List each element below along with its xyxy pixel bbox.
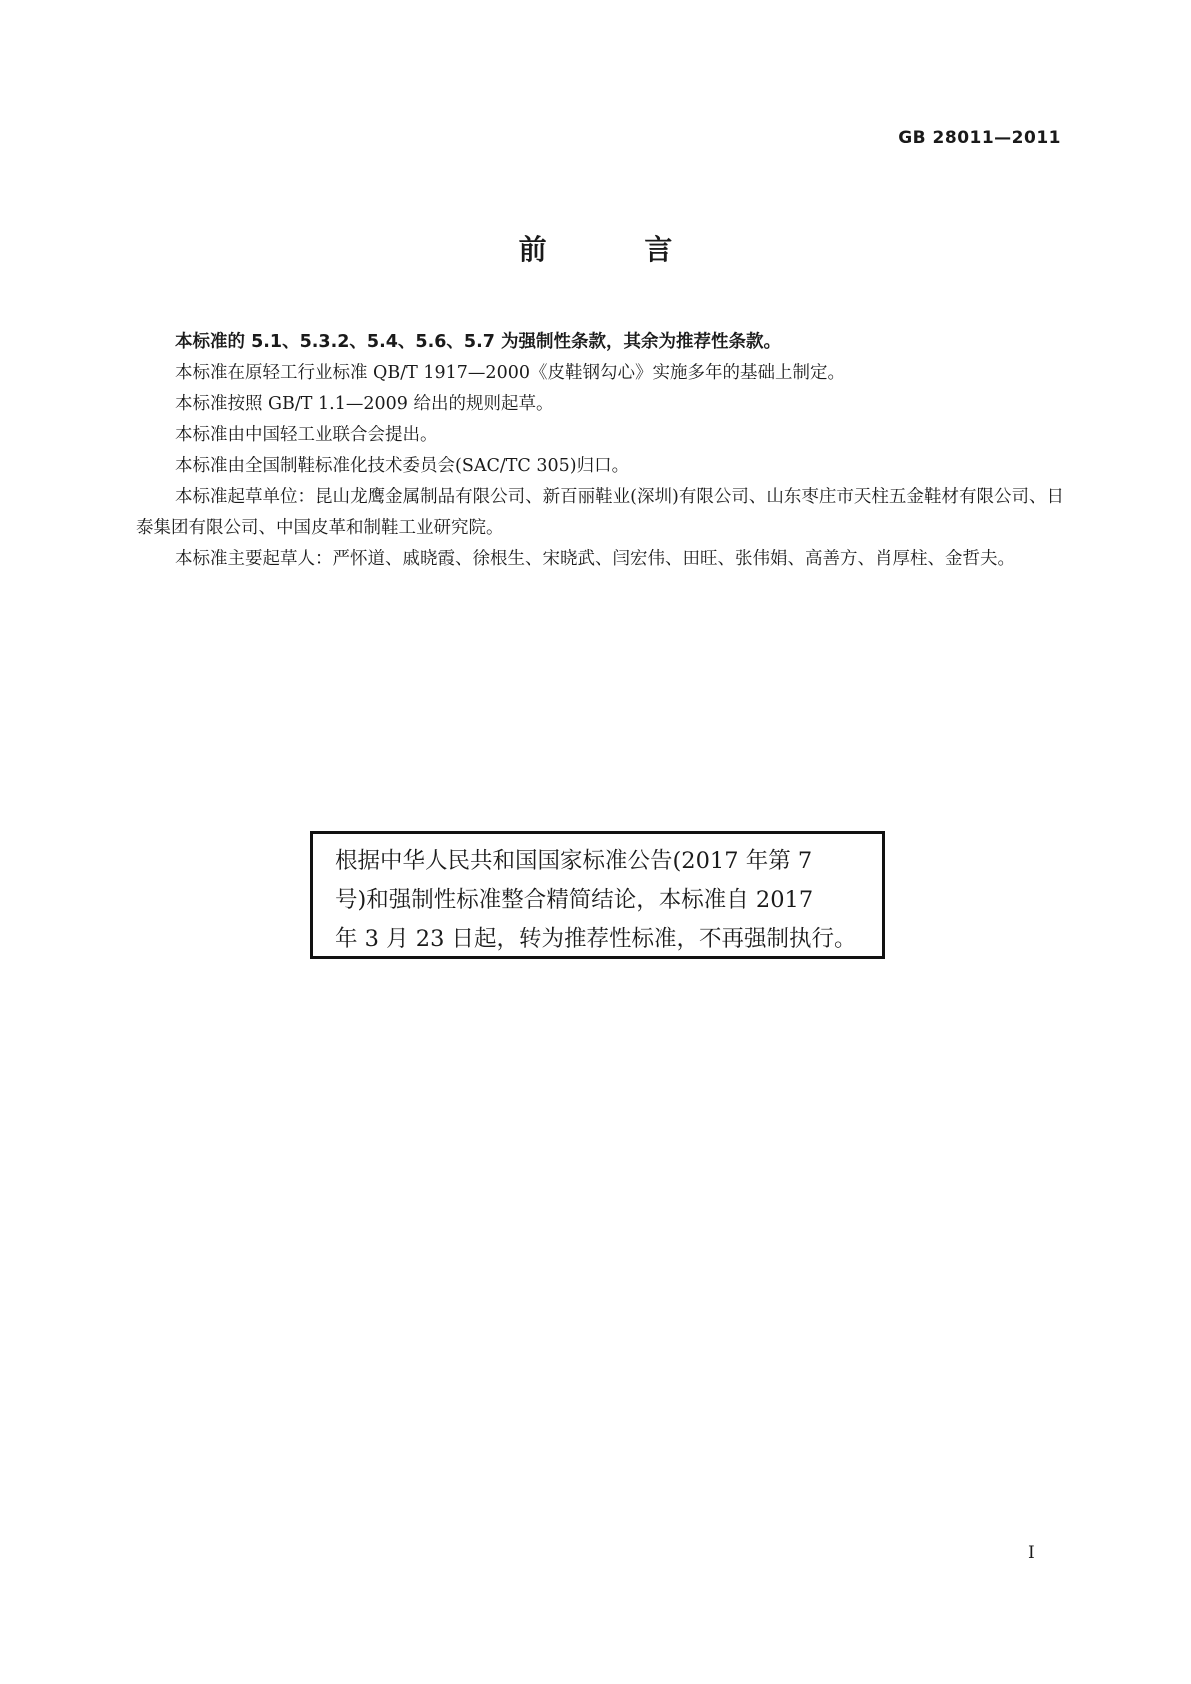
page-title: 前 言 (518, 233, 717, 266)
notice-line: 号)和强制性标准整合精简结论，本标准自 2017 (335, 887, 814, 913)
paragraph-proposer: 本标准由中国轻工业联合会提出。 (175, 425, 438, 445)
paragraph-drafters: 本标准主要起草人：严怀道、戚晓霞、徐根生、宋晓武、闫宏伟、田旺、张伟娟、高善方、肖厚柱、金哲夫。 (175, 549, 1015, 569)
notice-box (310, 831, 885, 959)
notice-line: 根据中华人民共和国国家标准公告(2017 年第 7 (335, 848, 813, 874)
page-number: I (1028, 1543, 1035, 1563)
paragraph-drafting-units: 本标准起草单位：昆山龙鹰金属制品有限公司、新百丽鞋业(深圳)有限公司、山东枣庄市天柱五金鞋材有限公司、日泰集团有限公司、中国皮革和制鞋工业研究院。 (136, 487, 1064, 538)
document-code: GB 28011—2011 (898, 128, 1061, 148)
paragraph-technical-committee: 本标准由全国制鞋标准化技术委员会(SAC/TC 305)归口。 (175, 456, 630, 476)
paragraph-origin: 本标准在原轻工行业标准 QB/T 1917—2000《皮鞋钢勾心》实施多年的基础上制定。 (175, 363, 845, 383)
foreword-body (136, 327, 1064, 575)
notice-line: 年 3 月 23 日起，转为推荐性标准，不再强制执行。 (335, 926, 857, 952)
paragraph-mandatory-clauses: 本标准的 5.1、5.3.2、5.4、5.6、5.7 为强制性条款，其余为推荐性条款。 (175, 332, 782, 352)
paragraph-drafting-rules: 本标准按照 GB/T 1.1—2009 给出的规则起草。 (175, 394, 554, 414)
